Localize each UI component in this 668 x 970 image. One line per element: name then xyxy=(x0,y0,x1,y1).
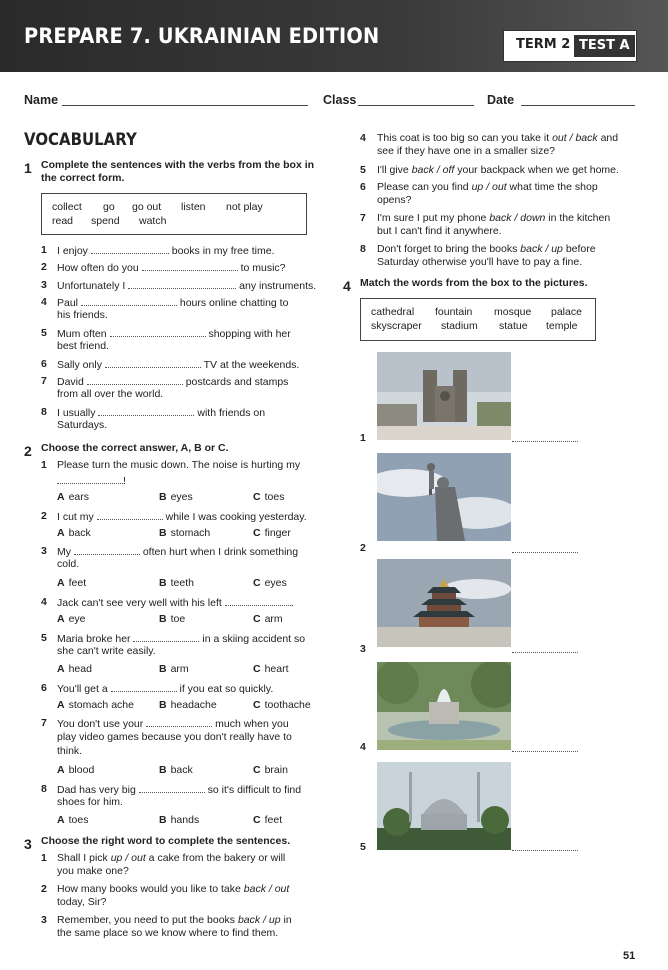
ex1-item-continued: from all over the world. xyxy=(57,388,164,400)
option-a[interactable]: A blood xyxy=(57,764,95,776)
answer-blank[interactable] xyxy=(91,244,169,254)
box-word: temple xyxy=(546,320,578,332)
page-number: 51 xyxy=(623,950,636,962)
header-banner xyxy=(0,0,668,72)
choice-word[interactable]: up xyxy=(471,181,484,193)
ex1-item: I enjoy books in my free time. xyxy=(57,245,275,257)
answer-blank[interactable] xyxy=(57,474,123,484)
ex4-word-box xyxy=(360,298,596,341)
term-badge xyxy=(503,30,637,62)
ex3-item: Don't forget to bring the books back / up before xyxy=(377,243,596,255)
picture-number: 5 xyxy=(360,841,366,853)
option-a[interactable]: A toes xyxy=(57,814,89,826)
answer-blank[interactable] xyxy=(111,682,177,692)
item-number: 6 xyxy=(41,358,47,370)
option-c[interactable]: C brain xyxy=(253,764,288,776)
box-word: cathedral xyxy=(371,306,415,318)
ex1-item: Mum often shopping with her xyxy=(57,328,291,340)
class-field[interactable] xyxy=(358,105,474,106)
option-b[interactable]: B arm xyxy=(159,663,189,675)
ex1-item: David postcards and stamps xyxy=(57,376,289,388)
picture-number: 4 xyxy=(360,741,366,753)
box-word: read xyxy=(52,215,74,227)
option-c[interactable]: C finger xyxy=(253,527,291,539)
option-b[interactable]: B back xyxy=(159,764,193,776)
item-number: 5 xyxy=(41,632,47,644)
ex2-item-continued: she can't write easily. xyxy=(57,645,156,657)
box-word: not play xyxy=(226,201,263,213)
box-word: stadium xyxy=(441,320,478,332)
item-number: 8 xyxy=(360,243,366,255)
exercise-1-instruction: Complete the sentences with the verbs from the box in the correct form. xyxy=(41,159,315,184)
box-word: watch xyxy=(139,215,167,227)
ex2-item: Jack can't see very well with his left . xyxy=(57,597,294,609)
term-label: TERM 2 xyxy=(516,37,571,52)
ex3-item-continued: opens? xyxy=(377,194,412,206)
option-b[interactable]: B teeth xyxy=(159,577,194,589)
test-label: TEST A xyxy=(574,35,635,57)
picture-4-answer[interactable] xyxy=(512,751,578,752)
option-a[interactable]: A feet xyxy=(57,577,87,589)
option-c[interactable]: C toothache xyxy=(253,699,311,711)
picture-3-answer[interactable] xyxy=(512,652,578,653)
section-title: VOCABULARY xyxy=(24,130,137,150)
ex1-item: How often do you to music? xyxy=(57,262,286,274)
item-number: 7 xyxy=(41,717,47,729)
item-number: 3 xyxy=(41,279,47,291)
option-b[interactable]: B headache xyxy=(159,699,217,711)
exercise-4-number: 4 xyxy=(343,278,351,294)
box-word: skyscraper xyxy=(371,320,422,332)
exercise-4-instruction: Match the words from the box to the pictures. xyxy=(360,277,588,289)
option-c[interactable]: C arm xyxy=(253,613,283,625)
item-number: 2 xyxy=(41,261,47,273)
option-a[interactable]: A head xyxy=(57,663,92,675)
ex2-item-continued: play video games because you don't really have to xyxy=(57,731,292,743)
item-number: 5 xyxy=(360,164,366,176)
ex2-item-continued: shoes for him. xyxy=(57,796,123,808)
ex3-item: I'll give back / off your backpack when we get home. xyxy=(377,164,619,176)
answer-blank[interactable] xyxy=(87,375,183,385)
choice-word[interactable]: back xyxy=(489,212,512,224)
exercise-1-number: 1 xyxy=(24,160,32,176)
answer-blank[interactable] xyxy=(225,596,291,606)
ex3-item: This coat is too big so can you take it out / back and xyxy=(377,132,619,144)
cathedral-photo xyxy=(377,352,511,440)
option-c[interactable]: C toes xyxy=(253,491,285,503)
ex1-item-continued: his friends. xyxy=(57,309,108,321)
answer-blank[interactable] xyxy=(98,406,194,416)
answer-blank[interactable] xyxy=(128,279,236,289)
ex2-item: My often hurt when I drink something xyxy=(57,546,299,558)
answer-blank[interactable] xyxy=(74,545,140,555)
ex2-item: I cut my while I was cooking yesterday. xyxy=(57,511,307,523)
item-number: 5 xyxy=(41,327,47,339)
ex1-item: I usually with friends on xyxy=(57,407,266,419)
option-b[interactable]: B eyes xyxy=(159,491,193,503)
item-number: 1 xyxy=(41,244,47,256)
date-label: Date xyxy=(487,93,515,107)
ex2-item-continued: cold. xyxy=(57,558,80,570)
option-c[interactable]: C feet xyxy=(253,814,283,826)
item-number: 6 xyxy=(360,181,366,193)
item-number: 3 xyxy=(41,914,47,926)
box-word: collect xyxy=(52,201,82,213)
option-c[interactable]: C eyes xyxy=(253,577,287,589)
ex2-item-continued: think. xyxy=(57,745,83,757)
ex2-item: Maria broke her in a skiing accident so xyxy=(57,633,306,645)
ex2-item: You don't use your much when you xyxy=(57,718,289,730)
exercise-2-instruction: Choose the correct answer, A, B or C. xyxy=(41,442,229,454)
ex1-item-continued: best friend. xyxy=(57,340,109,352)
item-number: 2 xyxy=(41,883,47,895)
item-number: 1 xyxy=(41,852,47,864)
ex3-item: Remember, you need to put the books back / up in xyxy=(57,914,292,926)
option-a[interactable]: A ears xyxy=(57,491,90,503)
mosque-photo xyxy=(377,762,511,850)
item-number: 3 xyxy=(41,545,47,557)
box-word: statue xyxy=(499,320,528,332)
choice-word[interactable]: back xyxy=(237,914,261,926)
book-title: PREPARE 7. UKRAINIAN EDITION xyxy=(24,24,380,48)
box-word: fountain xyxy=(435,306,473,318)
statue-photo xyxy=(377,453,511,541)
temple-photo xyxy=(377,559,511,647)
option-b[interactable]: B toe xyxy=(159,613,186,625)
ex3-item: I'm sure I put my phone back / down in the kitchen xyxy=(377,212,611,224)
fountain-photo xyxy=(377,662,511,750)
item-number: 8 xyxy=(41,406,47,418)
ex1-item: Paul hours online chatting to xyxy=(57,297,289,309)
answer-blank[interactable] xyxy=(110,327,206,337)
ex2-item-continued: ! xyxy=(57,474,126,488)
choice-word[interactable]: out xyxy=(552,132,567,144)
answer-blank[interactable] xyxy=(146,717,212,727)
choice-word[interactable]: back xyxy=(243,883,266,895)
box-word: listen xyxy=(181,201,206,213)
answer-blank[interactable] xyxy=(142,261,238,271)
choice-word[interactable]: down xyxy=(520,212,546,224)
option-a[interactable]: A stomach ache xyxy=(57,699,134,711)
choice-word[interactable]: up xyxy=(551,243,563,255)
item-number: 7 xyxy=(360,212,366,224)
option-b[interactable]: B stomach xyxy=(159,527,211,539)
picture-2-answer[interactable] xyxy=(512,552,578,553)
item-number: 8 xyxy=(41,783,47,795)
ex1-item: Unfortunately I any instruments. xyxy=(57,280,317,292)
item-number: 4 xyxy=(41,296,47,308)
name-label: Name xyxy=(24,93,59,107)
picture-number: 3 xyxy=(360,643,366,655)
answer-blank[interactable] xyxy=(97,510,163,520)
choice-word[interactable]: up xyxy=(268,914,281,926)
item-number: 4 xyxy=(360,132,366,144)
date-field[interactable] xyxy=(521,105,635,106)
box-word: spend xyxy=(91,215,120,227)
box-word: go out xyxy=(132,201,162,213)
item-number: 2 xyxy=(41,510,47,522)
exercise-3-number: 3 xyxy=(24,836,32,852)
answer-blank[interactable] xyxy=(133,632,199,642)
option-a[interactable]: A eye xyxy=(57,613,86,625)
answer-blank[interactable] xyxy=(105,358,201,368)
ex2-item: Please turn the music down. The noise is hurting my xyxy=(57,459,301,471)
box-word: go xyxy=(103,201,115,213)
picture-1-answer[interactable] xyxy=(512,441,578,442)
option-c[interactable]: C heart xyxy=(253,663,289,675)
exercise-2-number: 2 xyxy=(24,443,32,459)
box-word: palace xyxy=(551,306,582,318)
choice-word[interactable]: back xyxy=(411,164,434,176)
ex1-word-box xyxy=(41,193,307,235)
ex3-item: Please can you find up / out what time the shop xyxy=(377,181,598,193)
option-b[interactable]: B hands xyxy=(159,814,200,826)
ex3-item-continued: Saturday otherwise you'll have to pay a fine. xyxy=(377,256,583,268)
answer-blank[interactable] xyxy=(81,296,177,306)
item-number: 1 xyxy=(41,459,47,471)
ex3-item: Shall I pick up / out a cake from the bakery or will xyxy=(57,852,286,864)
choice-word[interactable]: back xyxy=(575,132,598,144)
ex3-item-continued: but I can't find it anywhere. xyxy=(377,225,502,237)
item-number: 4 xyxy=(41,596,47,608)
choice-word[interactable]: out xyxy=(131,852,146,864)
option-a[interactable]: A back xyxy=(57,527,91,539)
name-field[interactable] xyxy=(62,105,308,106)
choice-word[interactable]: off xyxy=(442,164,455,176)
ex2-item: Dad has very big so it's difficult to find xyxy=(57,784,302,796)
ex3-item: How many books would you like to take back / out xyxy=(57,883,290,895)
item-number: 7 xyxy=(41,375,47,387)
ex1-item-continued: Saturdays. xyxy=(57,419,108,431)
ex3-item-continued: see if they have one in a smaller size? xyxy=(377,145,556,157)
ex3-item-continued: today, Sir? xyxy=(57,896,107,908)
exercise-3-instruction: Choose the right word to complete the sentences. xyxy=(41,835,291,847)
choice-word[interactable]: out xyxy=(492,181,507,193)
ex3-item-continued: you make one? xyxy=(57,865,129,877)
box-word: mosque xyxy=(494,306,532,318)
ex2-item: You'll get a if you eat so quickly. xyxy=(57,683,274,695)
choice-word[interactable]: back xyxy=(520,243,543,255)
choice-word[interactable]: out xyxy=(274,883,290,895)
answer-blank[interactable] xyxy=(139,783,205,793)
item-number: 6 xyxy=(41,682,47,694)
class-label: Class xyxy=(323,93,357,107)
ex3-item-continued: the same place so we know where to find them. xyxy=(57,927,279,939)
choice-word[interactable]: up xyxy=(110,852,123,864)
picture-number: 2 xyxy=(360,542,366,554)
picture-number: 1 xyxy=(360,432,366,444)
picture-5-answer[interactable] xyxy=(512,850,578,851)
ex1-item: Sally only TV at the weekends. xyxy=(57,359,300,371)
